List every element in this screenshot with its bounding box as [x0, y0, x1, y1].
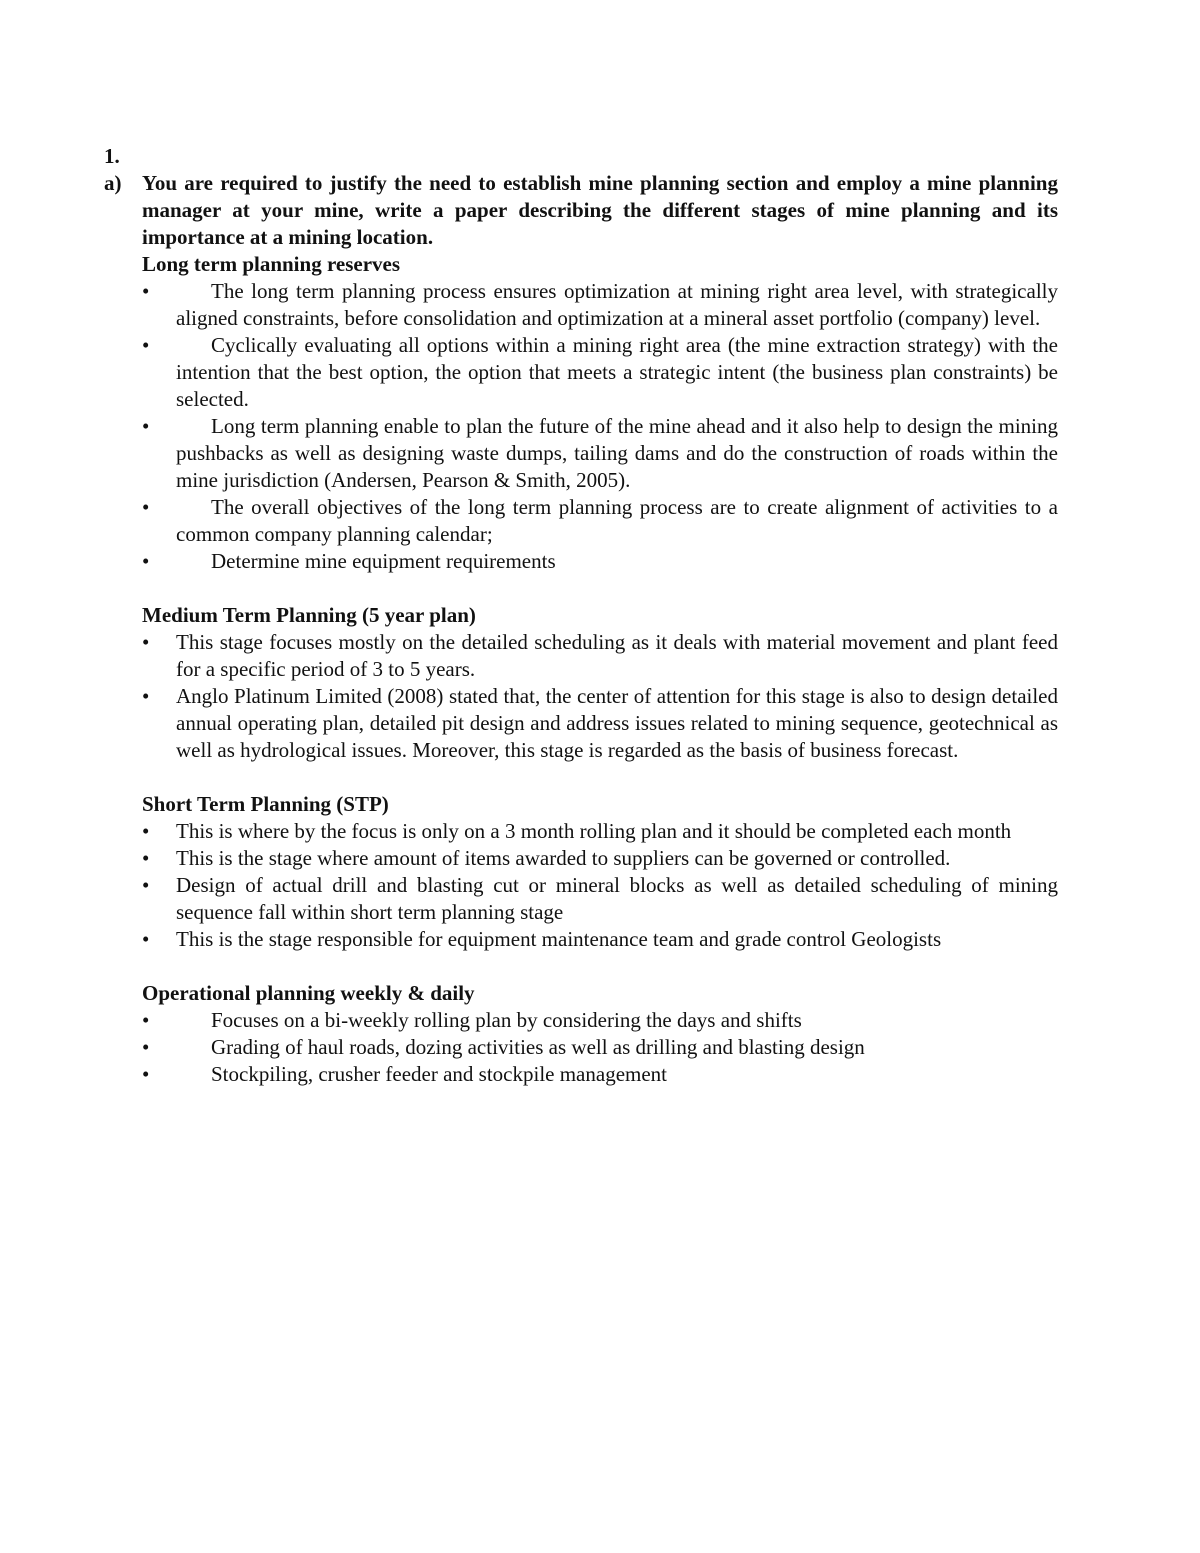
list-item-text: This stage focuses mostly on the detailed scheduling as it deals with material movement and plant feed for a specific period of 3 to 5 years.	[176, 630, 1058, 681]
medium-term-list	[142, 629, 1058, 764]
list-item	[142, 1034, 1058, 1061]
bullet-icon: •	[142, 630, 150, 654]
list-item-text: Long term planning enable to plan the future of the mine ahead and it also help to design the mining pushbacks as well as designing waste dumps, tailing dams and do the construction of roads within the mine jurisdiction (Andersen, Pearson & Smith, 2005).	[176, 414, 1058, 492]
short-term-list	[142, 818, 1058, 953]
list-item-text: Grading of haul roads, dozing activities as well as drilling and blasting design	[211, 1035, 865, 1059]
heading-medium-term: Medium Term Planning (5 year plan)	[142, 603, 476, 627]
list-item	[142, 1007, 1058, 1034]
list-item-text: Anglo Platinum Limited (2008) stated that, the center of attention for this stage is also to design detailed annual operating plan, detailed pit design and address issues related to mining sequence, geotechnical as well as hydrological issues. Moreover, this stage is regarded as the basis of business forecast.	[176, 684, 1058, 762]
bullet-icon: •	[142, 819, 150, 843]
bullet-icon: •	[142, 873, 150, 897]
question-label: a)	[104, 171, 122, 195]
list-item-text: Focuses on a bi-weekly rolling plan by considering the days and shifts	[211, 1008, 802, 1032]
list-item	[142, 1061, 1058, 1088]
list-item-text: This is the stage where amount of items awarded to suppliers can be governed or controlled.	[176, 846, 951, 870]
heading-short-term: Short Term Planning (STP)	[142, 792, 389, 816]
list-item-text: The overall objectives of the long term planning process are to create alignment of activities to a common company planning calendar;	[176, 495, 1058, 546]
question-number: 1.	[104, 144, 120, 168]
bullet-icon: •	[142, 279, 150, 303]
list-item-text: The long term planning process ensures optimization at mining right area level, with strategically aligned constraints, before consolidation and optimization at a mineral asset portfolio (company) level.	[176, 279, 1058, 330]
bullet-icon: •	[142, 927, 150, 951]
operational-list	[142, 1007, 1058, 1088]
list-item-text: This is where by the focus is only on a 3 month rolling plan and it should be completed each month	[176, 819, 1012, 843]
list-item	[142, 548, 1058, 575]
list-item	[142, 629, 1058, 683]
bullet-icon: •	[142, 1008, 150, 1032]
document-page	[104, 143, 1058, 1088]
list-item	[142, 683, 1058, 764]
list-item	[142, 818, 1058, 845]
section-long-term	[104, 251, 1058, 1088]
question-a	[104, 170, 1058, 251]
list-item	[142, 872, 1058, 926]
bullet-icon: •	[142, 549, 150, 573]
list-item	[142, 332, 1058, 413]
list-item	[142, 494, 1058, 548]
list-item-text: Stockpiling, crusher feeder and stockpile management	[211, 1062, 668, 1086]
bullet-icon: •	[142, 414, 150, 438]
bullet-icon: •	[142, 684, 150, 708]
bullet-icon: •	[142, 1035, 150, 1059]
list-item	[142, 845, 1058, 872]
list-item-text: This is the stage responsible for equipment maintenance team and grade control Geologists	[176, 927, 942, 951]
heading-operational: Operational planning weekly & daily	[142, 981, 475, 1005]
question-text: You are required to justify the need to establish mine planning section and employ a mine planning manager at your mine, write a paper describing the different stages of mine planning and its importance at a mining location.	[142, 171, 1058, 249]
bullet-icon: •	[142, 333, 150, 357]
bullet-icon: •	[142, 495, 150, 519]
list-item	[142, 413, 1058, 494]
heading-long-term: Long term planning reserves	[142, 252, 401, 276]
list-item-text: Determine mine equipment requirements	[211, 549, 556, 573]
list-item	[142, 926, 1058, 953]
list-item-text: Cyclically evaluating all options within a mining right area (the mine extraction strategy) with the intention that the best option, the option that meets a strategic intent (the business plan constraints) be selected.	[176, 333, 1058, 411]
list-item-text: Design of actual drill and blasting cut or mineral blocks as well as detailed scheduling of mining sequence fall within short term planning stage	[176, 873, 1058, 924]
bullet-icon: •	[142, 1062, 150, 1086]
bullet-icon: •	[142, 846, 150, 870]
list-item	[142, 278, 1058, 332]
long-term-list	[142, 278, 1058, 575]
